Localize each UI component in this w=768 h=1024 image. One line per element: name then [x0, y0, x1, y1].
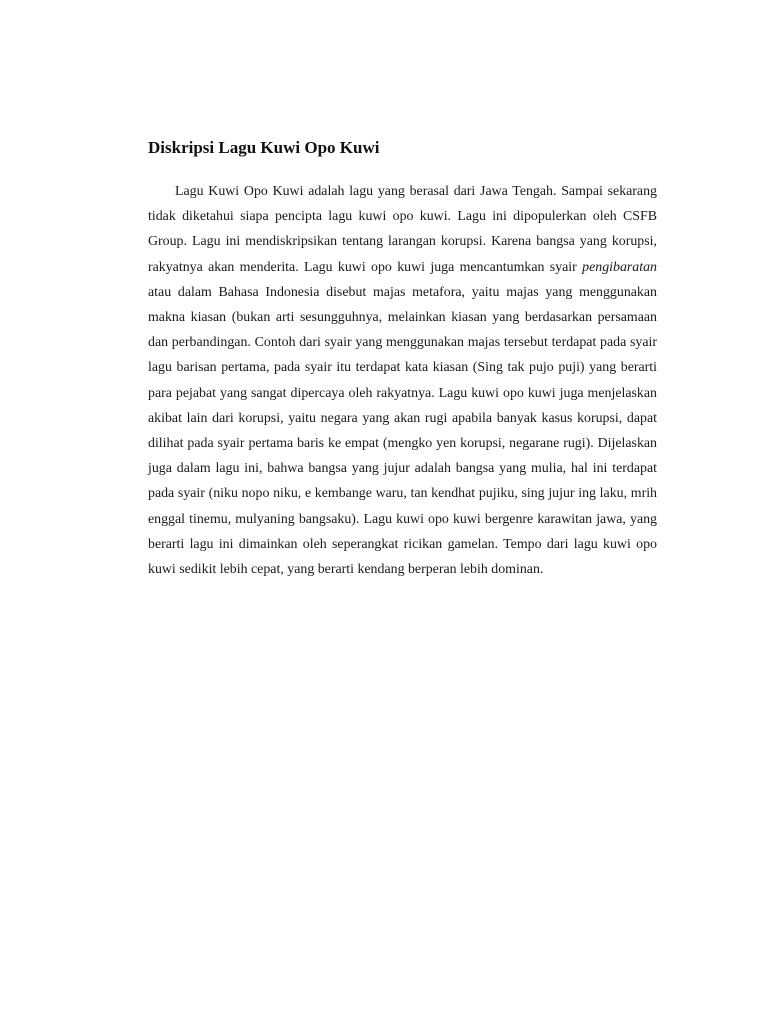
italic-term: pengibaratan [582, 259, 657, 275]
document-title: Diskripsi Lagu Kuwi Opo Kuwi [148, 138, 380, 157]
body-paragraph [148, 179, 657, 582]
paragraph-text-start: Lagu Kuwi Opo Kuwi adalah lagu yang berasal dari Jawa Tengah. Sampai sekarang tidak diketahui siapa pencipta lagu kuwi opo kuwi. Lagu ini dipopulerkan oleh CSFB Group. Lagu ini mendiskripsikan tentang larangan korupsi. Karena bangsa yang korupsi, rakyatnya akan menderita. Lagu kuwi opo kuwi juga mencantumkan syair [148, 184, 657, 275]
paragraph-text-end: atau dalam Bahasa Indonesia disebut majas metafora, yaitu majas yang menggunakan makna kiasan (bukan arti sesungguhnya, melainkan kiasan yang berdasarkan persamaan dan perbandingan. Contoh dari syair yang menggunakan majas tersebut terdapat pada syair lagu barisan pertama, pada syair itu terdapat kata kiasan (Sing tak pujo puji) yang berarti para pejabat yang sangat dipercaya oleh rakyatnya. Lagu kuwi opo kuwi juga menjelaskan akibat lain dari korupsi, yaitu negara yang akan rugi apabila banyak kasus korupsi, dapat dilihat pada syair pertama baris ke empat (mengko yen korupsi, negarane rugi). Dijelaskan juga dalam lagu ini, bahwa bangsa yang jujur adalah bangsa yang mulia, hal ini terdapat pada syair (niku nopo niku, e kembange waru, tan kendhat pujiku, sing jujur ing laku, mrih enggal tinemu, mulyaning bangsaku). Lagu kuwi opo kuwi bergenre karawitan jawa, yang berarti lagu ini dimainkan oleh seperangkat ricikan gamelan. Tempo dari lagu kuwi opo kuwi sedikit lebih cepat, yang berarti kendang berperan lebih dominan. [148, 284, 657, 578]
